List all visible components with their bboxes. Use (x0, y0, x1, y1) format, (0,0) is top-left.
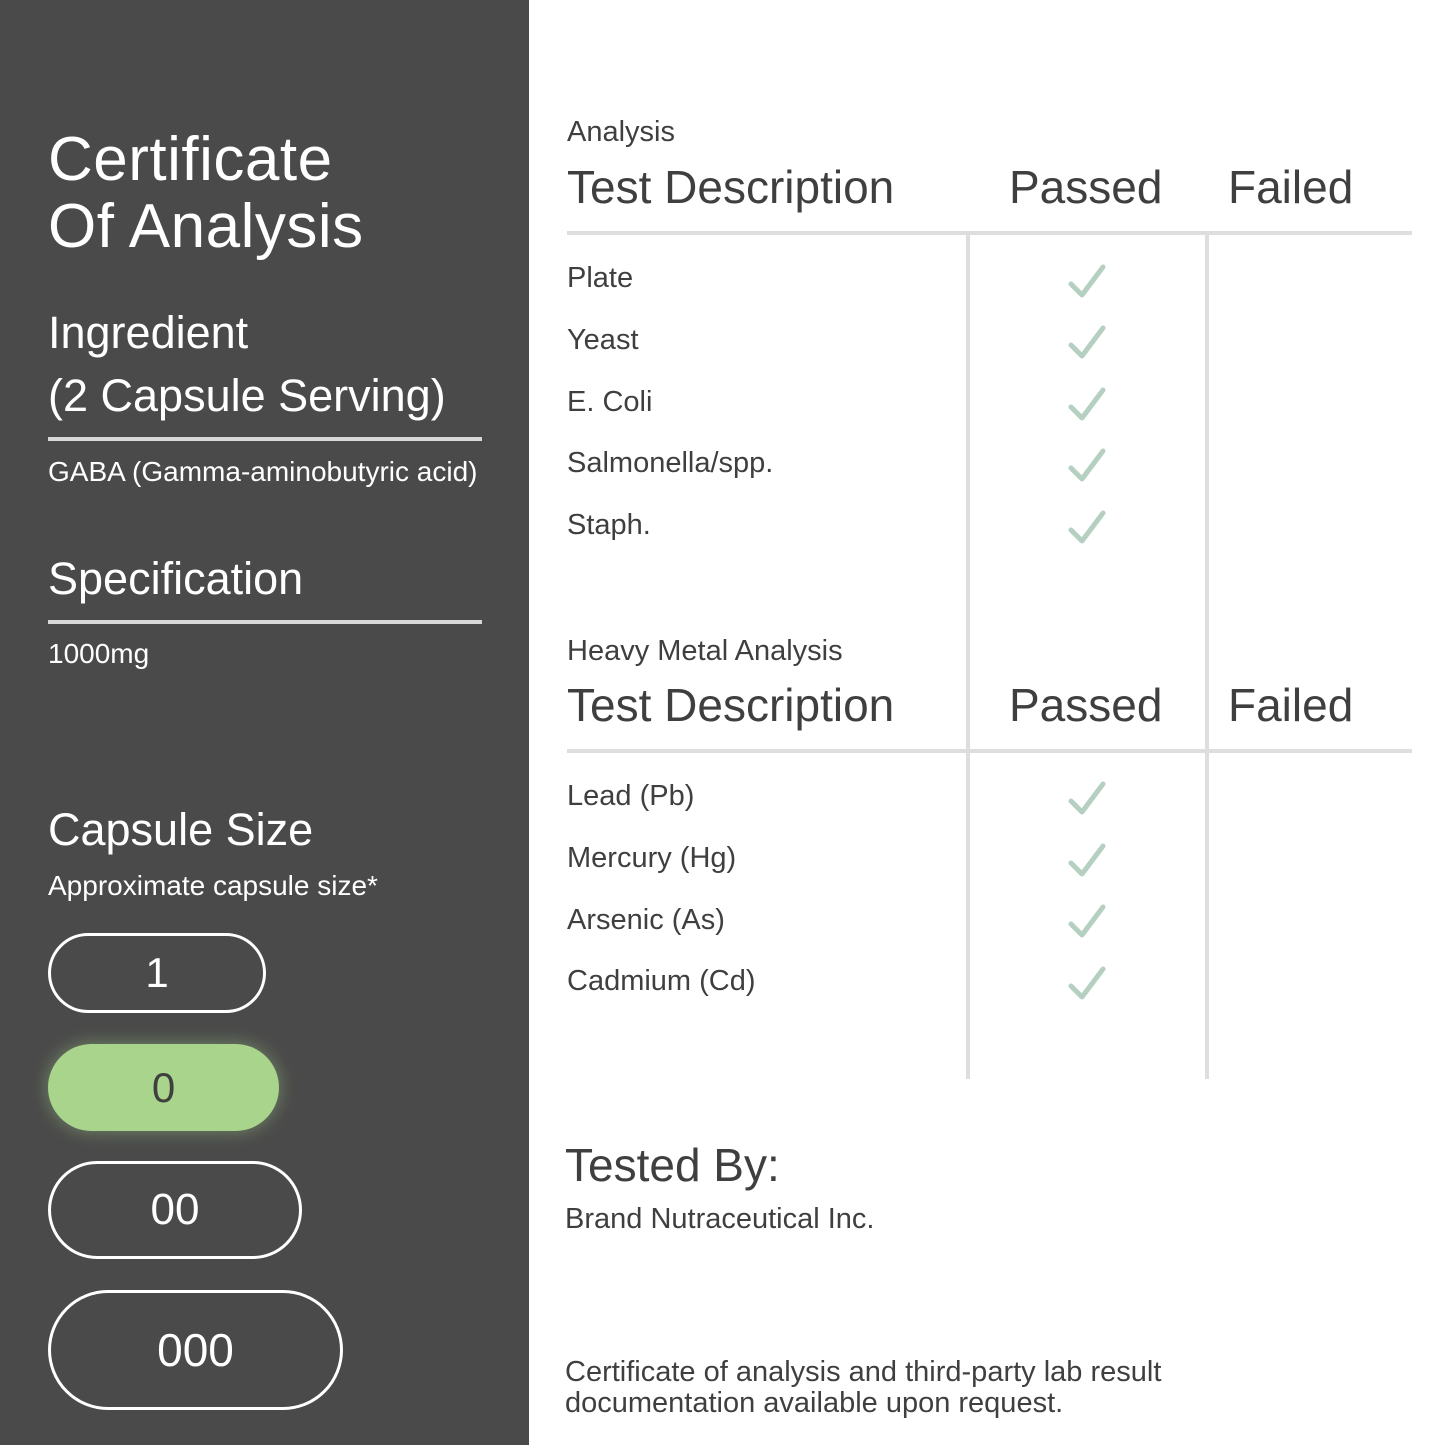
analysis-header-description: Test Description (567, 161, 895, 213)
capsule-size-00[interactable] (48, 1161, 302, 1259)
capsule-size-0-selected[interactable] (48, 1044, 279, 1131)
right-panel (529, 0, 1445, 1445)
capsule-size-subtitle: Approximate capsule size* (48, 870, 378, 901)
ingredient-divider (48, 437, 482, 441)
heavy-metal-header-description: Test Description (567, 679, 895, 731)
check-icon (1067, 262, 1107, 302)
page-title (48, 126, 364, 260)
check-icon (1067, 446, 1107, 486)
analysis-row-plate: Plate (567, 262, 634, 294)
check-icon (1067, 385, 1107, 425)
specification-value: 1000mg (48, 638, 150, 669)
capsule-size-0-label: 0 (151, 1063, 176, 1111)
capsule-size-1[interactable] (48, 933, 266, 1013)
heavy-metal-header-failed: Failed (1228, 679, 1354, 731)
heavy-metal-section-label: Heavy Metal Analysis (567, 635, 843, 667)
passed-column-divider (966, 233, 970, 1079)
analysis-section-label: Analysis (567, 116, 675, 148)
ingredient-heading: Ingredient (48, 307, 249, 358)
capsule-size-heading: Capsule Size (48, 804, 314, 855)
footer-note: Certificate of analysis and third-party lab result documentation available upon request. (565, 1356, 1162, 1419)
analysis-row-ecoli: E. Coli (567, 386, 653, 418)
analysis-header-passed: Passed (1009, 161, 1163, 213)
check-icon (1067, 964, 1107, 1004)
left-panel (0, 0, 529, 1445)
analysis-header-failed: Failed (1228, 161, 1354, 213)
capsule-size-1-label: 1 (145, 949, 169, 996)
check-icon (1067, 508, 1107, 548)
analysis-row-yeast: Yeast (567, 324, 639, 356)
tested-by-lab: Brand Nutraceutical Inc. (565, 1203, 875, 1235)
analysis-row-salmonella: Salmonella/spp. (567, 447, 774, 479)
title-line-1: Certificate (48, 125, 333, 194)
analysis-header-rule (567, 231, 1412, 235)
title-line-2: Of Analysis (48, 192, 364, 261)
failed-column-divider (1205, 233, 1209, 1079)
analysis-row-staph: Staph. (567, 509, 651, 541)
check-icon (1067, 323, 1107, 363)
tested-by-heading: Tested By: (565, 1139, 780, 1191)
specification-divider (48, 620, 482, 624)
ingredient-serving: (2 Capsule Serving) (48, 370, 446, 421)
capsule-size-000-label: 000 (157, 1324, 234, 1376)
check-icon (1067, 902, 1107, 942)
check-icon (1067, 779, 1107, 819)
heavy-metal-row-lead: Lead (Pb) (567, 780, 695, 812)
ingredient-value: GABA (Gamma-aminobutyric acid) (48, 456, 478, 487)
capsule-size-00-label: 00 (150, 1185, 200, 1234)
heavy-metal-row-mercury: Mercury (Hg) (567, 842, 737, 874)
specification-heading: Specification (48, 553, 304, 604)
capsule-size-000[interactable] (48, 1290, 343, 1410)
heavy-metal-header-rule (567, 749, 1412, 753)
heavy-metal-row-arsenic: Arsenic (As) (567, 904, 725, 936)
check-icon (1067, 841, 1107, 881)
heavy-metal-row-cadmium: Cadmium (Cd) (567, 965, 756, 997)
heavy-metal-header-passed: Passed (1009, 679, 1163, 731)
